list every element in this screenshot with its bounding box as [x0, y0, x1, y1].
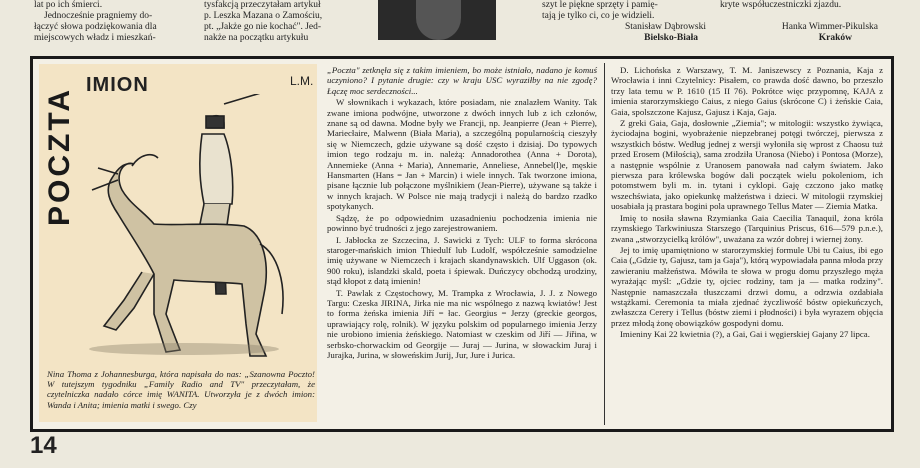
fragment-line: pt. „Jakże go nie kochać". Jed-: [204, 22, 322, 32]
fragment-line: kryte współuczestniczki zjazdu.: [720, 0, 842, 10]
column-rule: [604, 63, 605, 425]
fragment-signature: Stanisław Dąbrowski: [624, 22, 706, 32]
fragment-line: tają je tylko ci, co je widzieli.: [542, 11, 655, 21]
answer-paragraph: T. Pawlak z Częstochowy, M. Trampka z Wrocławia, J. J. z Nowego Targu: Czeska JIRINA, Jirka nie ma nic wspólnego z nazwą kwiatów! Jest to forma żeńska imienia Jiří = łac. Georgius = Jerzy (greckie georgos, uprawiający rolę, rolnik). W języku polskim od popularnego imienia Jerzy nie urobiono imienia żeńskiego. Natomiast w czeskim od Jiří — Jiřina, w serbsko-chorwackim od Georgije — Juraj — Jurina, w słowackim Juraj i Jurajka, Jurina, w słoweńskim Jurij, Jur, Jure i Jurica.: [327, 287, 597, 360]
letter-continuation: „Poczta" zetknęła się z takim imieniem, bo może istniało, nadano je komuś uczyniono? I pytanie drugie: czy w kraju USC wyraziłby na nie zgodę? Łączę moc serdeczności...: [327, 65, 597, 96]
answer-paragraph: I. Jabłocka ze Szczecina, J. Sawicki z Tych: ULF to forma skrócona staroger-mańskich imion Thiedulf lub Ludolf, współcześnie samodzielne imię używane w Niemczech i krajach skandynawskich. Ulf Uggason (ok. 900 roku), islandzki skald, poeta i śpiewak. Duńczycy obchodzą urodziny, stąd kłopot z datą imienin!: [327, 234, 597, 287]
fragment-signature: Hanka Wimmer-Pikulska: [781, 22, 878, 32]
fragment-column-4: [720, 0, 900, 42]
fragment-line: Jednocześnie pragniemy do-: [44, 11, 153, 21]
fragment-line: p. Leszka Mazana o Zamościu,: [204, 11, 323, 21]
fragment-line: szyt le piękne sprzęty i pamię-: [542, 0, 658, 10]
answer-paragraph: D. Lichońska z Warszawy, T. M. Janiszewscy z Poznania, Kaja z Wrocławia i inni Czytelnicy: Pisałem, co prawda dość dawno, bo przeszło trzy lata temu w P. 1610 (15 II 76). Pokrótce więc przypomnę, KAJA z imienia starorzymskiego Caius, z niego Gaius (skrócone C) i żeńskie Caia, Gaia, spolszczone Kajusz, Gajusz i Kaja, Gaja.: [611, 65, 883, 117]
answer-paragraph: W słownikach i wykazach, które posiadam, nie znalazłem Wanity. Tak zwane imiona podwójne, utworzone z dwóch innych lub z ich członów, znane są od dawna. Modne były we Francji, np. Jeanpierre (Jean + Pierre), Mariecłaire, Malwenn (Biała Maria), a szczególną popularnością cieszyły się w Niemczech, gdzie używane są dość często i dzisiaj. Do typowych imion tego rodzaju m. in. należą: Annadorothea (Anna + Dorota), Annemieke (Anna + Maria), Annemarie, Anneliese, Annebel(l)e, męskie Hansmarten (Hans = Jan + Marcin) i wiele innych. Tak tworzone imiona, pisane łącznie lub połączone myślnikiem (Jean-Pierre), używane są także i w innych krajach. W Polsce nie mają tradycji i należą do bardzo rzadko spotykanych.: [327, 97, 597, 212]
answer-paragraph: Imię to nosiła sławna Rzymianka Gaia Caecilia Tanaquil, żona króla rzymskiego Tarkwiniusza Starszego (Tarquinius Priscus, 616—579 p.n.e.), zwana „stworzycielką królów", uważana za wzór dobrej i wiernej żony.: [611, 212, 883, 244]
fragment-line: nakże na początku artykułu: [204, 33, 309, 42]
cropped-photo: [378, 0, 496, 40]
fragment-place: Bielsko-Biała: [644, 33, 698, 42]
column-answers-1: [327, 65, 597, 361]
page-number: 14: [30, 432, 57, 459]
fragment-column-3: [542, 0, 712, 42]
article-poczta-imion: [30, 56, 894, 432]
previous-article-fragments: [0, 0, 920, 42]
fragment-line: łączyć słowa podziękowania dla: [34, 22, 157, 32]
section-title-vertical: POCZTA: [43, 86, 76, 227]
column-answers-2: [611, 65, 883, 341]
fragment-line: miejscowych władz i mieszkań-: [34, 33, 156, 42]
fragment-place: Kraków: [818, 33, 852, 42]
answer-paragraph: Imieniny Kai 22 kwietnia (?), a Gai, Gai i węgierskiej Gajany 27 lipca.: [620, 329, 870, 340]
answer-paragraph: Jej to imię upamiętniono w starorzymskiej formule Ubi tu Caius, ibi ego Caia („Gdzie ty, Gajusz, tam ja Gaja"), którą wypowiadała panna młoda przy zawieraniu małżeństwa. Mówiła te słowa w progu domu przyszłego męża wyrażając myśl: „Gdzie ty, ojciec rodziny, tam ja — matka rodziny". Następnie namaszczała tłuszczami drzwi domu, a odrzwia ozdabiała wstążkami. Ceremonia ta miała zjednać życzliwość bóstw opiekuńczych, zwłaszcza Cerery i Tellus (bóstw ziemi i płodności) i była wyrazem objęcia przez młodą żonę obowiązków gospodyni domu.: [611, 244, 883, 328]
fragment-column-2: [204, 0, 374, 42]
fragment-line: lat po ich śmierci.: [34, 0, 103, 10]
answer-paragraph: Z greki Gaia, Gaja, dosłownie „Ziemia"; w mitologii: wszystko żywiąca, życiodajna bogini, wyobrażenie niepzebranej potęgi twórczej, pierwsza z wszystkich bóstw. Według jednej z wersji wyłoniła się wprost z Chaosu tuż przed Erosem (Miłością), sama zrodziła Uranosa (Niebo) i Pontosa (Morze), a następnie wspólnie z Uranosem panowała nad całym światem. Jako pierwsza para królewska bogów dali początek wielu pokoleniom, ich potomstwem byli m. in. tytani i cyklopi. Gaję czczono jako matkę wszechświata, jako opiekunkę małżeństwa i dzieci. W mitologii rzymskiej uosabiała ją prastara bogini pola uprawnego Tellus Mater — Ziemia Matka.: [611, 118, 883, 212]
fragment-line: tysfakcją przeczytałam artykuł: [204, 0, 321, 10]
fragment-column-1: [34, 0, 194, 42]
horseman-illustration: [74, 94, 299, 364]
answer-paragraph: Sądzę, że po odpowiednim uzasadnieniu pochodzenia imienia nie powinno być trudności z jego zarejestrowaniem.: [327, 212, 597, 234]
reader-letter-caption: Nina Thoma z Johannesburga, która napisała do nas: „Szanowna Poczto! W tutejszym tygodniku „Family Radio and TV" przeczytałam, że czytelniczka nadało córce imię WANITA. Utworzyła je z dwóch imion: Wanda i Anita; imienia matki i swego. Czy: [47, 369, 315, 410]
section-title: IMION: [86, 74, 149, 96]
author-initials: L.M.: [290, 74, 314, 88]
illustration-panel: [39, 64, 317, 422]
